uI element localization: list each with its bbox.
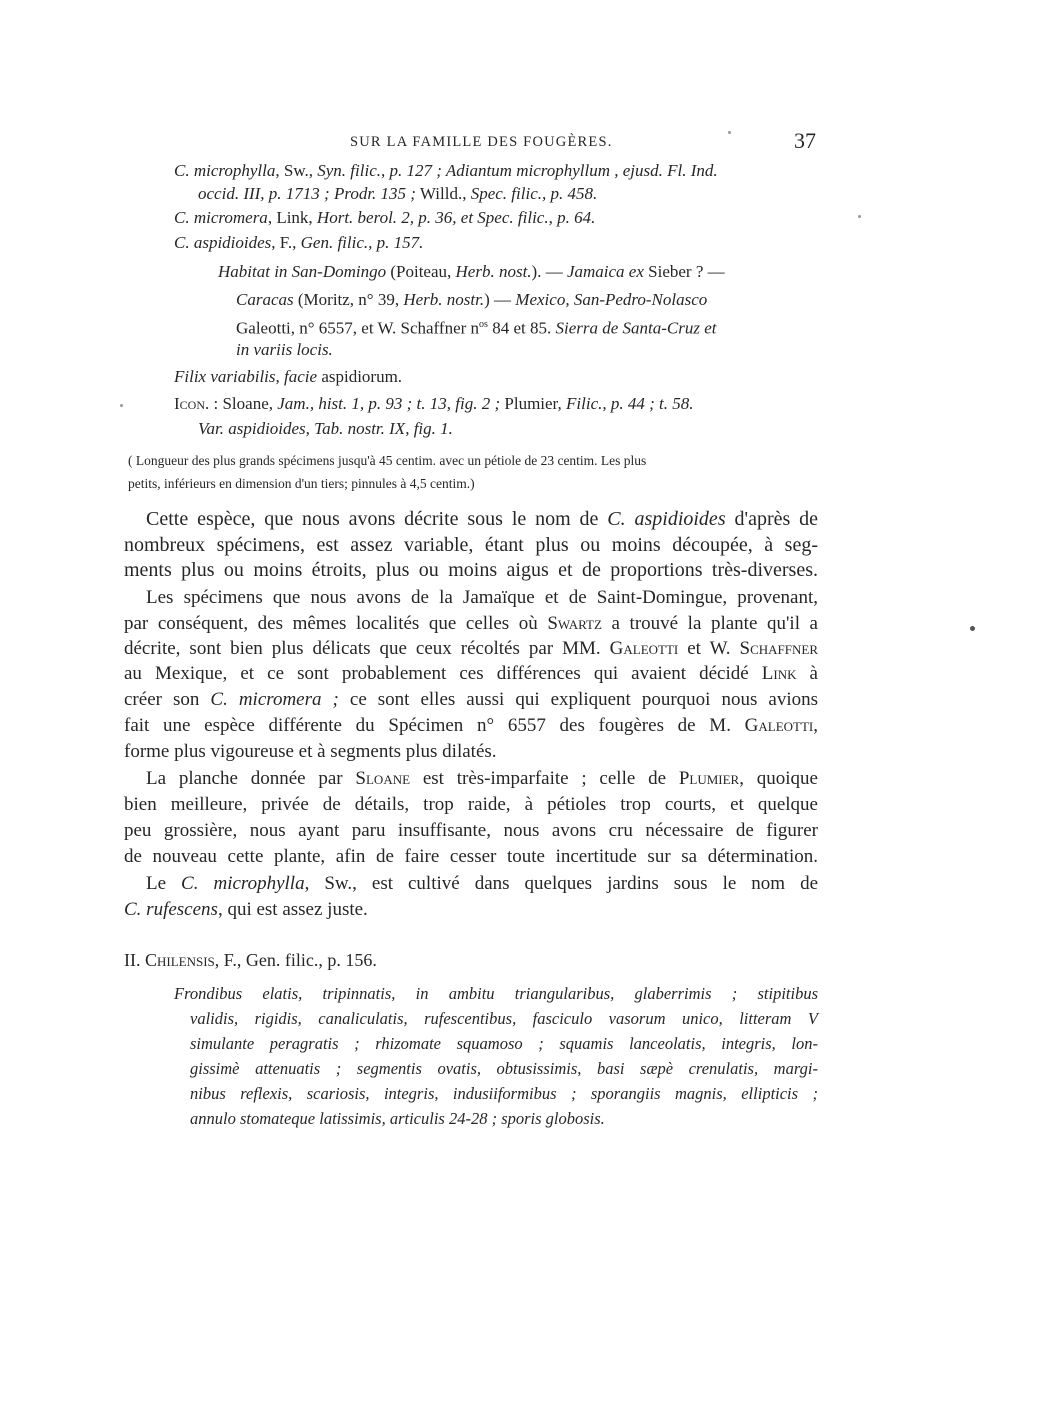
paragraph-line: nombreux spécimens, est assez variable, étant plus ou moins découpée, à seg-	[124, 534, 818, 556]
synonymy-line: Icon. : Sloane, Jam., hist. 1, p. 93 ; t. 13, fig. 2 ; Plumier, Filic., p. 44 ; t. 58.	[174, 394, 694, 413]
diagnosis-line: simulante peragratis ; rhizomate squamoso ; squamis lanceolatis, integris, lon-	[190, 1034, 818, 1053]
paragraph-line: créer son C. micromera ; ce sont elles aussi qui expliquent pourquoi nous avions	[124, 689, 818, 710]
page-header	[118, 128, 818, 158]
paragraph-line: Les spécimens que nous avons de la Jamaïque et de Saint-Domingue, provenant,	[146, 587, 818, 608]
synonymy-line: Caracas (Moritz, n° 39, Herb. nostr.) — Mexico, San-Pedro-Nolasco	[236, 290, 708, 309]
paragraph-line: Le C. microphylla, Sw., est cultivé dans quelques jardins sous le nom de	[146, 873, 818, 894]
diagnosis-line: gissimè attenuatis ; segmentis ovatis, obtusissimis, basi sæpè crenulatis, margi-	[190, 1059, 818, 1078]
species-heading: II. Chilensis, F., Gen. filic., p. 156.	[124, 950, 377, 970]
scan-speck	[970, 626, 975, 631]
scan-speck	[120, 404, 123, 407]
paragraph-line: par conséquent, des mêmes localités que celles où Swartz a trouvé la plante qu'il a	[124, 613, 818, 634]
diagnosis-line: validis, rigidis, canaliculatis, rufescentibus, fasciculo vasorum unico, litteram V	[190, 1009, 818, 1028]
synonymy-line: Var. aspidioides, Tab. nostr. IX, fig. 1.	[198, 419, 453, 438]
diagnosis-line: annulo stomateque latissimis, articulis 24-28 ; sporis globosis.	[190, 1109, 605, 1128]
paragraph-line: Cette espèce, que nous avons décrite sous le nom de C. aspidioides d'après de	[146, 508, 819, 530]
running-head: SUR LA FAMILLE DES FOUGÈRES.	[350, 134, 613, 150]
note-line: ( Longueur des plus grands spécimens jusqu'à 45 centim. avec un pétiole de 23 centim. Les plus	[128, 453, 647, 468]
paragraph-line: au Mexique, et ce sont probablement ces différences qui avaient décidé Link à	[124, 663, 818, 684]
synonymy-line: occid. III, p. 1713 ; Prodr. 135 ; Willd., Spec. filic., p. 458.	[198, 184, 598, 203]
note-line: petits, inférieurs en dimension d'un tiers; pinnules à 4,5 centim.)	[128, 476, 475, 491]
synonymy-line: in variis locis.	[236, 340, 333, 359]
paragraph-line: C. rufescens, qui est assez juste.	[124, 899, 368, 920]
measurement-note	[128, 449, 818, 495]
paragraph-line: bien meilleure, privée de détails, trop raide, à pétioles trop courts, et quelque	[124, 794, 818, 815]
synonymy-line: C. micromera, Link, Hort. berol. 2, p. 36, et Spec. filic., p. 64.	[174, 208, 596, 227]
diagnosis-line: nibus reflexis, scariosis, integris, indusiiformibus ; sporangiis magnis, ellipticis ;	[190, 1084, 818, 1103]
scan-speck	[728, 131, 731, 134]
scan-speck	[858, 215, 861, 218]
paragraph-line: décrite, sont bien plus délicats que ceux récoltés par MM. Galeotti et W. Schaffner	[124, 638, 819, 659]
diagnosis-line: Frondibus elatis, tripinnatis, in ambitu triangularibus, glaberrimis ; stipitibus	[174, 984, 818, 1003]
paragraph-line: de nouveau cette plante, afin de faire cesser toute incertitude sur sa détermination.	[124, 846, 818, 867]
paragraph-line: ments plus ou moins étroits, plus ou moins aigus et de proportions très-diverses.	[124, 559, 818, 581]
synonymy-line: C. microphylla, Sw., Syn. filic., p. 127 ; Adiantum microphyllum , ejusd. Fl. Ind.	[174, 161, 718, 180]
synonymy-line: Galeotti, n° 6557, et W. Schaffner $n^{os}$ 84 et 85. Sierra de Santa-Cruz et	[236, 318, 717, 338]
synonymy-line: C. aspidioides, F., Gen. filic., p. 157.	[174, 233, 424, 252]
page-number: 37	[794, 128, 816, 153]
synonymy-line: Habitat in San-Domingo (Poiteau, Herb. nost.). — Jamaica ex Sieber ? —	[218, 262, 725, 281]
paragraph-line: La planche donnée par Sloane est très-imparfaite ; celle de Plumier, quoique	[146, 768, 818, 789]
synonymy-line: Filix variabilis, facie aspidiorum.	[174, 367, 403, 386]
paragraph-line: forme plus vigoureuse et à segments plus dilatés.	[124, 741, 497, 762]
paragraph-line: fait une espèce différente du Spécimen n° 6557 des fougères de M. Galeotti,	[124, 715, 818, 736]
paragraph-line: peu grossière, nous ayant paru insuffisante, nous avons cru nécessaire de figurer	[124, 820, 818, 841]
